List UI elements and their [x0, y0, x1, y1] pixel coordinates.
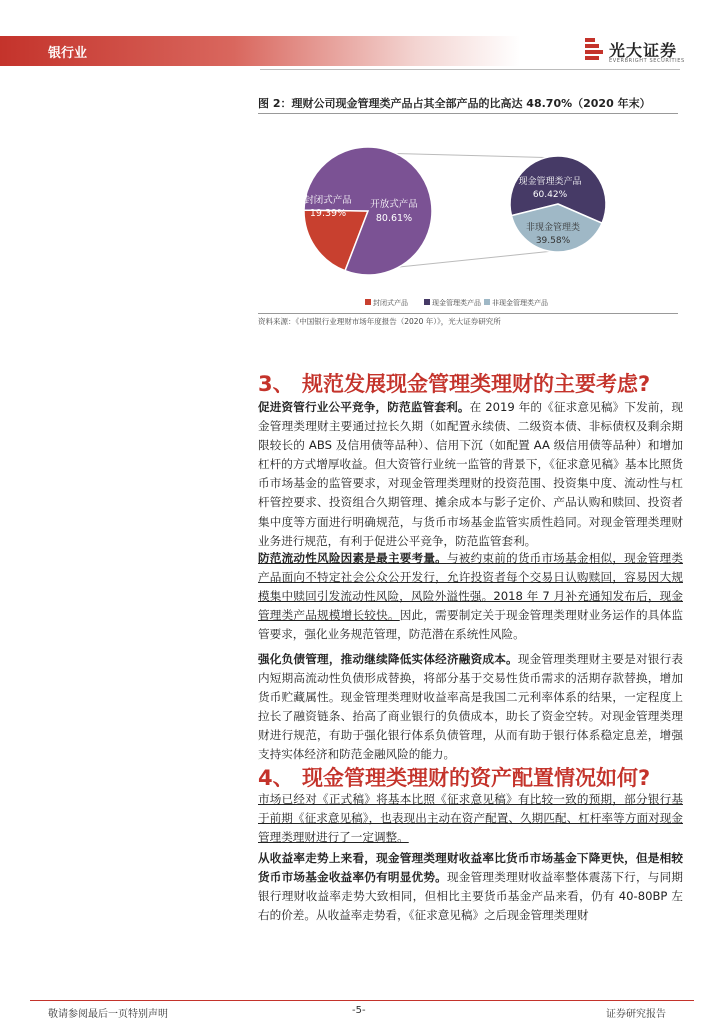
figure-source-rule [258, 313, 678, 314]
connector-line-top [378, 153, 563, 158]
company-logo [585, 38, 705, 68]
legend-noncash: 非现金管理类产品 [492, 299, 548, 307]
legend-swatch-noncash [484, 299, 490, 305]
footer-rule [30, 1000, 694, 1001]
section3-p3-text: 现金管理类理财主要是对银行表内短期高流动性负债形成替换，将部分基于交易性货币需求的活期存款替换，增加货币贮藏属性。现金管理类理财收益率高是我国二元利率体系的结果，一定程度上拉长了融资链条、抬高了商业银行的负债成本，助长了资金空转。对现金管理类理财进行规范，有助于强化银行体系负债管理，从而有助于银行体系稳定息差，增强支持实体经济和防范金融风险的能力。 [258, 652, 683, 762]
section3-p3-lead: 强化负债管理，推动继续降低实体经济融资成本。 [258, 652, 518, 666]
legend-cash: 现金管理类产品 [432, 299, 481, 307]
label-noncash-name: 非现金管理类 [525, 223, 581, 233]
chart-legend [365, 298, 548, 307]
section4-number: 4、 [258, 766, 294, 790]
section3-paragraph-3 [258, 650, 683, 765]
section3-p1-lead: 促进资管行业公平竞争，防范监管套利。 [258, 400, 470, 414]
section3-number: 3、 [258, 372, 294, 396]
logo-mark-icon [585, 38, 603, 64]
label-closed-value: 19.39% [309, 208, 347, 219]
label-cash-name: 现金管理类产品 [518, 177, 582, 187]
section4-p1-underlined: 市场已经对《正式稿》将基本比照《征求意见稿》有比较一致的预期，部分银行基于前期《征求意见稿》，也表现出主动在资产配置、久期匹配、杠杆率等方面对现金管理类理财进行了一定调整。 [258, 792, 683, 845]
logo-en: EVERBRIGHT SECURITIES [609, 58, 685, 64]
legend-swatch-cash [424, 299, 430, 305]
pie-of-pie-chart [258, 115, 678, 313]
footer-disclaimer: 敬请参阅最后一页特别声明 [48, 1009, 168, 1020]
logo-name: 光大证券 [609, 41, 678, 60]
legend-swatch-closed [365, 299, 371, 305]
section3-p1-text: 在 2019 年的《征求意见稿》下发前，现金管理类理财主要通过拉长久期（如配置永续债、二级资本债、非标债权及剩余期限较长的 ABS 及信用债等品种）、信用下沉（如配置 AA 级信用债等品种）和增加杠杆的方式增厚收益。但大资管行业统一监管的背景下，《征求意见稿》基本比照货币市场基金的监管要求，对现金管理类理财的投资范围、投资集中度、流动性与杠杆管控要求、投资组合久期管理、摊余成本与影子定价、产品认购和赎回、投资者集中度等方面进行明确规范，与货币市场基金监管实质性趋同。对现金管理类理财业务进行规范，有利于促进公平竞争，防范监管套利。 [258, 400, 683, 548]
section4-paragraph-2 [258, 849, 683, 925]
section3-heading [258, 368, 650, 398]
page-number: -5- [352, 1005, 366, 1016]
footer-report-type: 证券研究报告 [606, 1009, 666, 1020]
section3-paragraph-1 [258, 398, 683, 551]
section4-p2-text: 现金管理类理财收益率整体震荡下行，与同期银行理财收益率走势大致相同，但相比主要货币基金产品来看，仍有 40-80BP 左右的价差。从收益率走势看，《征求意见稿》之后现金管理类理财 [258, 870, 683, 923]
header-divider [260, 69, 680, 70]
header-band [0, 36, 520, 66]
section3-title: 规范发展现金管理类理财的主要考虑? [302, 372, 651, 396]
section4-paragraph-1 [258, 790, 683, 847]
label-open-name: 开放式产品 [370, 199, 418, 210]
label-noncash-value: 39.58% [535, 236, 571, 246]
section3-p2-text: 因此，需要制定关于现金管理类理财业务运作的具体监管要求，强化业务规范管理，防范潜在系统性风险。 [258, 608, 683, 642]
figure-title-rule [258, 113, 678, 114]
section-tag: 银行业 [48, 46, 88, 61]
label-open-value: 80.61% [375, 213, 413, 224]
section3-p2-underlined: 与被约束前的货币市场基金相似，现金管理类产品面向不特定社会公众公开发行，允许投资者每个交易日认购赎回，容易因大规模集中赎回引发流动性风险，风险外溢性强。2018 年 7 月补充通知发布后，现金管理类产品规模增长较快。 [258, 551, 683, 623]
section3-p2-lead: 防范流动性风险因素是最主要考量。 [258, 551, 447, 565]
legend-closed: 封闭式产品 [373, 299, 408, 307]
section4-heading [258, 762, 650, 792]
figure-title: 图 2：理财公司现金管理类产品占其全部产品的比高达 48.70%（2020 年末） [258, 97, 651, 110]
section3-paragraph-2 [258, 549, 683, 644]
section4-p2-lead: 从收益率走势上来看，现金管理类理财收益率比货币市场基金下降更快，但是相较货币市场基金收益率仍有明显优势。 [258, 851, 683, 885]
section4-title: 现金管理类理财的资产配置情况如何? [302, 766, 651, 790]
label-closed-name: 封闭式产品 [304, 195, 352, 206]
figure-source: 资料来源：《中国银行业理财市场年度报告（2020 年）》，光大证券研究所 [258, 317, 501, 326]
label-cash-value: 60.42% [532, 190, 568, 200]
